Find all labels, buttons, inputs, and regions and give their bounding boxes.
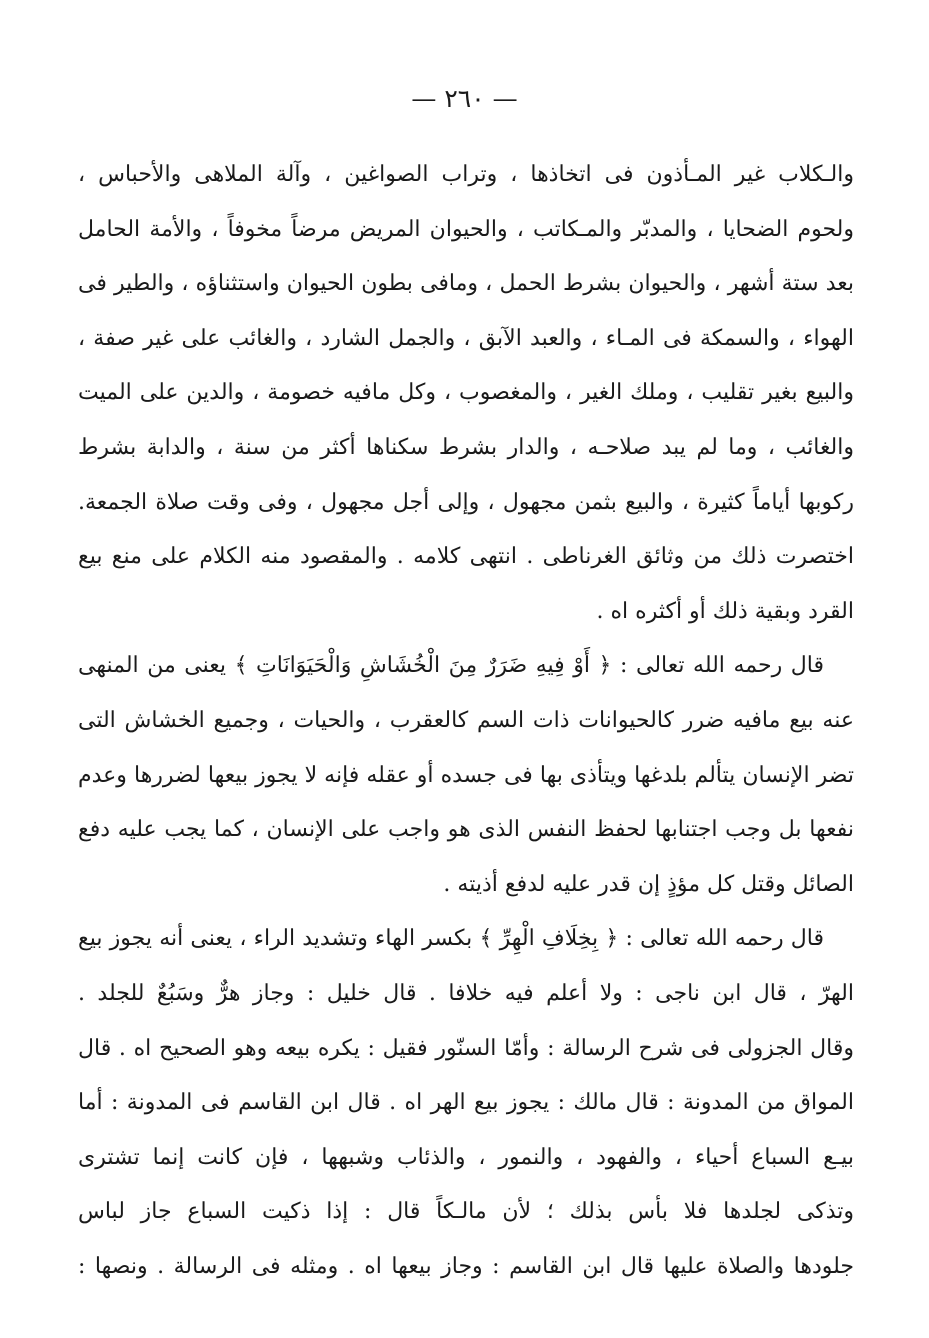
text-line: ركوبها أياماً كثيرة ، والبيع بثمن مجهول ، وإلى أجل مجهول ، وفى وقت صلاة الجمعة. [78, 489, 854, 515]
text-line: عنه بيع مافيه ضرر كالحيوانات ذات السم كالعقرب ، والحيات ، وجميع الخشاش التى [78, 707, 854, 733]
text-line: قال رحمه الله تعالى : ﴿ بِخِلَافِ الْهِرِّ ﴾ بكسر الهاء وتشديد الراء ، يعنى أنه يجوز بيع [78, 926, 824, 952]
body-text [78, 148, 854, 1294]
text-line: الهواء ، والسمكة فى المـاء ، والعبد الآبق ، والجمل الشارد ، والغائب على غير صفة ، [78, 325, 854, 351]
text-line: والـكلاب غير المـأذون فى اتخاذها ، وتراب الصواغين ، وآلة الملاهى والأحباس ، [78, 162, 854, 187]
text-line: الصائل وقتل كل مؤذٍ إن قدر عليه لدفع أذيته . [443, 871, 854, 897]
text-line: تضر الإنسان يتألم بلدغها ويتأذى بها فى جسده أو عقله فإنه لا يجوز بيعها لضررها وعدم [78, 762, 854, 788]
text-line: والبيع بغير تقليب ، وملك الغير ، والمغصوب ، وكل مافيه خصومة ، والدين على الميت [78, 380, 854, 406]
text-line: ولحوم الضحايا ، والمدبّر والمـكاتب ، والحيوان المريض مرضاً مخوفاً ، والأمة الحامل [78, 216, 854, 242]
text-line: والغائب ، وما لم يبد صلاحـه ، والدار بشرط سكناها أكثر من سنة ، والدابة بشرط [78, 434, 854, 460]
text-line: وتذكى لجلدها فلا بأس بذلك ؛ لأن مالـكاً قال : إذا ذكيت السباع جاز لباس [78, 1199, 854, 1225]
text-line: بعد ستة أشهر ، والحيوان بشرط الحمل ، ومافى بطون الحيوان واستثناؤه ، والطير فى [78, 271, 854, 297]
text-line: قال رحمه الله تعالى : ﴿ أَوْ فِيهِ ضَرَرٌ مِنَ الْخُشَاشِ وَالْحَيَوَانَاتِ ﴾ يعنى من المنهى [78, 653, 824, 679]
text-line: القرد وبقية ذلك أو أكثره اه . [596, 598, 854, 624]
text-line: جلودها والصلاة عليها قال ابن القاسم : وجاز بيعها اه . ومثله فى الرسالة . ونصها : [78, 1253, 854, 1279]
text-line: المواق من المدونة : قال مالك : يجوز بيع الهر اه . قال ابن القاسم فى المدونة : أما [78, 1090, 854, 1116]
text-line: نفعها بل وجب اجتنابها لحفظ النفس الذى هو واجب على الإنسان ، كما يجب عليه دفع [78, 817, 854, 843]
page-number: — ٢٦٠ — [411, 84, 518, 113]
text-line: وقال الجزولى فى شرح الرسالة : وأمّا السنّور فقيل : يكره بيعه وهو الصحيح اه . قال [78, 1035, 854, 1061]
text-line: الهرّ ، قال ابن ناجى : ولا أعلم فيه خلافا . قال خليل : وجاز هرٌّ وسَبُعٌ للجلد . [78, 980, 854, 1006]
text-line: بيـع السباع أحياء ، والفهود ، والنمور ، والذئاب وشبهها ، فإن كانت إنما تشترى [78, 1144, 854, 1170]
text-line: اختصرت ذلك من وثائق الغرناطى . انتهى كلامه . والمقصود منه الكلام على منع بيع [78, 544, 854, 570]
